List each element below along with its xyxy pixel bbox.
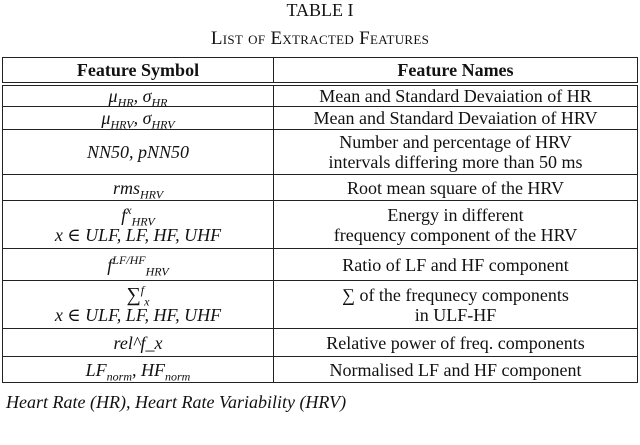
symbol-cell: NN50, pNN50	[3, 130, 274, 175]
table-row	[3, 329, 638, 357]
names-cell: Ratio of LF and HF component	[274, 249, 638, 281]
names-cell: Normalised LF and HF component	[274, 357, 638, 383]
table-row	[3, 249, 638, 281]
names-line: ∑ of the frequnecy components	[342, 284, 569, 305]
table-row	[3, 201, 638, 249]
symbol-cell: $f^x_{HRV}$ x ∈ ULF, LF, HF, UHF	[3, 201, 274, 249]
names-line: Energy in different	[387, 204, 524, 225]
table-row	[3, 130, 638, 175]
names-cell	[274, 281, 638, 329]
table-row	[3, 175, 638, 201]
names-cell: Root mean square of the HRV	[274, 175, 638, 201]
names-cell	[274, 201, 638, 249]
symbol-cell: $\mu_{HRV}$, $\sigma_{HRV}$	[3, 107, 274, 130]
names-line: intervals differing more than 50 ms	[328, 152, 583, 172]
names-line: frequency component of the HRV	[333, 224, 578, 245]
symbol-cell: $\mu_{HR}$, $\sigma_{HR}$	[3, 84, 274, 107]
table-row	[3, 357, 638, 383]
features-table	[2, 57, 638, 383]
symbol-cell: ∑$^f_x$ x ∈ ULF, LF, HF, UHF	[3, 281, 274, 329]
names-cell: Relative power of freq. components	[274, 329, 638, 357]
symbol-cell: rms$_{HRV}$	[3, 175, 274, 201]
names-line: Number and percentage of HRV	[339, 132, 572, 152]
symbol-cell: $f^{LF/HF}_{HRV}$	[3, 249, 274, 281]
table-row	[3, 107, 638, 130]
header-names: Feature Names	[274, 58, 638, 85]
symbol-cell: rel^f_x	[3, 329, 274, 357]
header-row	[3, 58, 638, 85]
table-number: TABLE I	[286, 0, 354, 20]
table-row	[3, 281, 638, 329]
table-footnote: Heart Rate (HR), Heart Rate Variability (HRV)	[6, 392, 347, 412]
names-line: in ULF-HF	[414, 304, 497, 325]
table-row	[3, 84, 638, 107]
symbol-cell: $LF_{norm}$, $HF_{norm}$	[3, 357, 274, 383]
names-cell: Mean and Standard Devaiation of HR	[274, 84, 638, 107]
header-symbol: Feature Symbol	[3, 58, 274, 85]
names-cell	[274, 130, 638, 175]
names-cell: Mean and Standard Devaiation of HRV	[274, 107, 638, 130]
table-title: List of Extracted Features	[210, 28, 430, 49]
